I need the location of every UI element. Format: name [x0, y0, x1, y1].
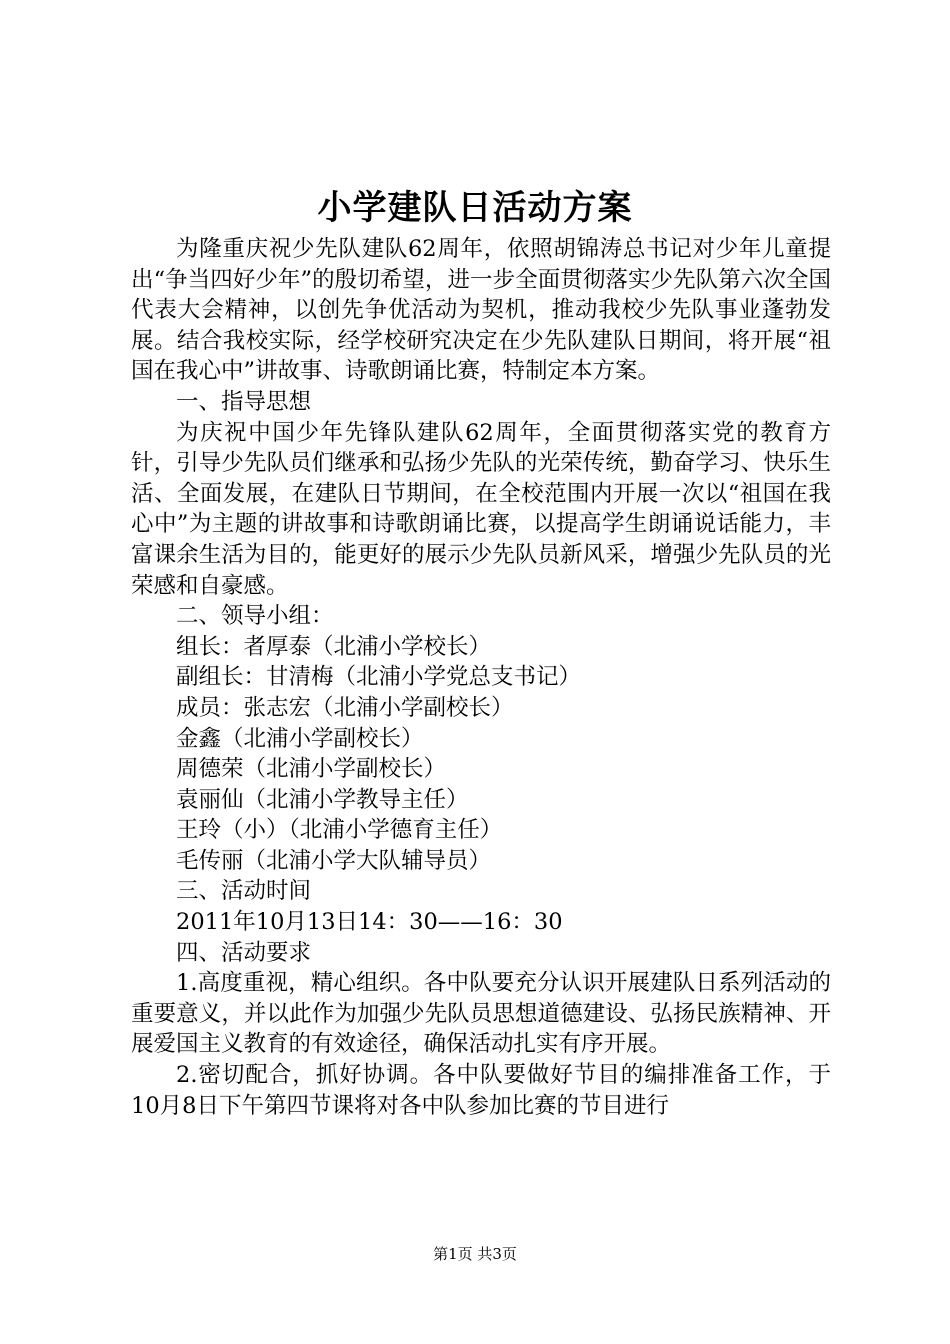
member-line: 周德荣（北浦小学副校长） — [176, 756, 447, 783]
member-line: 王玲（小）（北浦小学德育主任） — [176, 817, 503, 844]
requirement-item-2: 2.密切配合，抓好协调。各中队要做好节目的编排准备工作，于10月8日下午第四节课将对各中队参加比赛的节目进行 — [131, 1062, 831, 1119]
requirement-item-1: 1.高度重视，精心组织。各中队要充分认识开展建队日系列活动的重要意义，并以此作为加强少先队员思想道德建设、弘扬民族精神、开展爱国主义教育的有效途径，确保活动扎实有序开展。 — [131, 970, 831, 1058]
intro-paragraph: 为隆重庆祝少先队建队62周年，依照胡锦涛总书记对少年儿童提出“争当四好少年”的殷切希望，进一步全面贯彻落实少先队第六次全国代表大会精神，以创先争优活动为契机，推动我校少先队事业蓬勃发展。结合我校实际，经学校研究决定在少先队建队日期间，将开展“祖国在我心中”讲故事、诗歌朗诵比赛，特制定本方案。 — [131, 236, 831, 385]
deputy-leader-line: 副组长：甘清梅（北浦小学党总支书记） — [176, 664, 582, 691]
page-footer: 第1页 共3页 — [433, 1245, 517, 1263]
section-heading-guiding-thought: 一、指导思想 — [176, 388, 312, 415]
document-body — [131, 234, 831, 1121]
activity-time-value: 2011年10月13日14：30——16：30 — [176, 909, 563, 936]
section-heading-leadership-group: 二、领导小组： — [176, 603, 334, 630]
leader-line: 组长：者厚泰（北浦小学校长） — [176, 633, 492, 660]
guiding-thought-paragraph: 为庆祝中国少年先锋队建队62周年，全面贯彻落实党的教育方针，引导少先队员们继承和弘扬少先队的光荣传统，勤奋学习、快乐生活、全面发展，在建队日节期间，在全校范围内开展一次以“祖国在我心中”为主题的讲故事和诗歌朗诵比赛，以提高学生朗诵说话能力，丰富课余生活为目的，能更好的展示少先队员新风采，增强少先队员的光荣感和自豪感。 — [131, 419, 831, 599]
member-line: 金鑫（北浦小学副校长） — [176, 725, 424, 752]
section-heading-activity-time: 三、活动时间 — [176, 878, 312, 905]
member-line: 毛传丽（北浦小学大队辅导员） — [176, 847, 492, 874]
section-heading-activity-requirements: 四、活动要求 — [176, 939, 312, 966]
member-line: 成员：张志宏（北浦小学副校长） — [176, 694, 514, 721]
member-line: 袁丽仙（北浦小学教导主任） — [176, 786, 469, 813]
document-title: 小学建队日活动方案 — [317, 188, 633, 228]
